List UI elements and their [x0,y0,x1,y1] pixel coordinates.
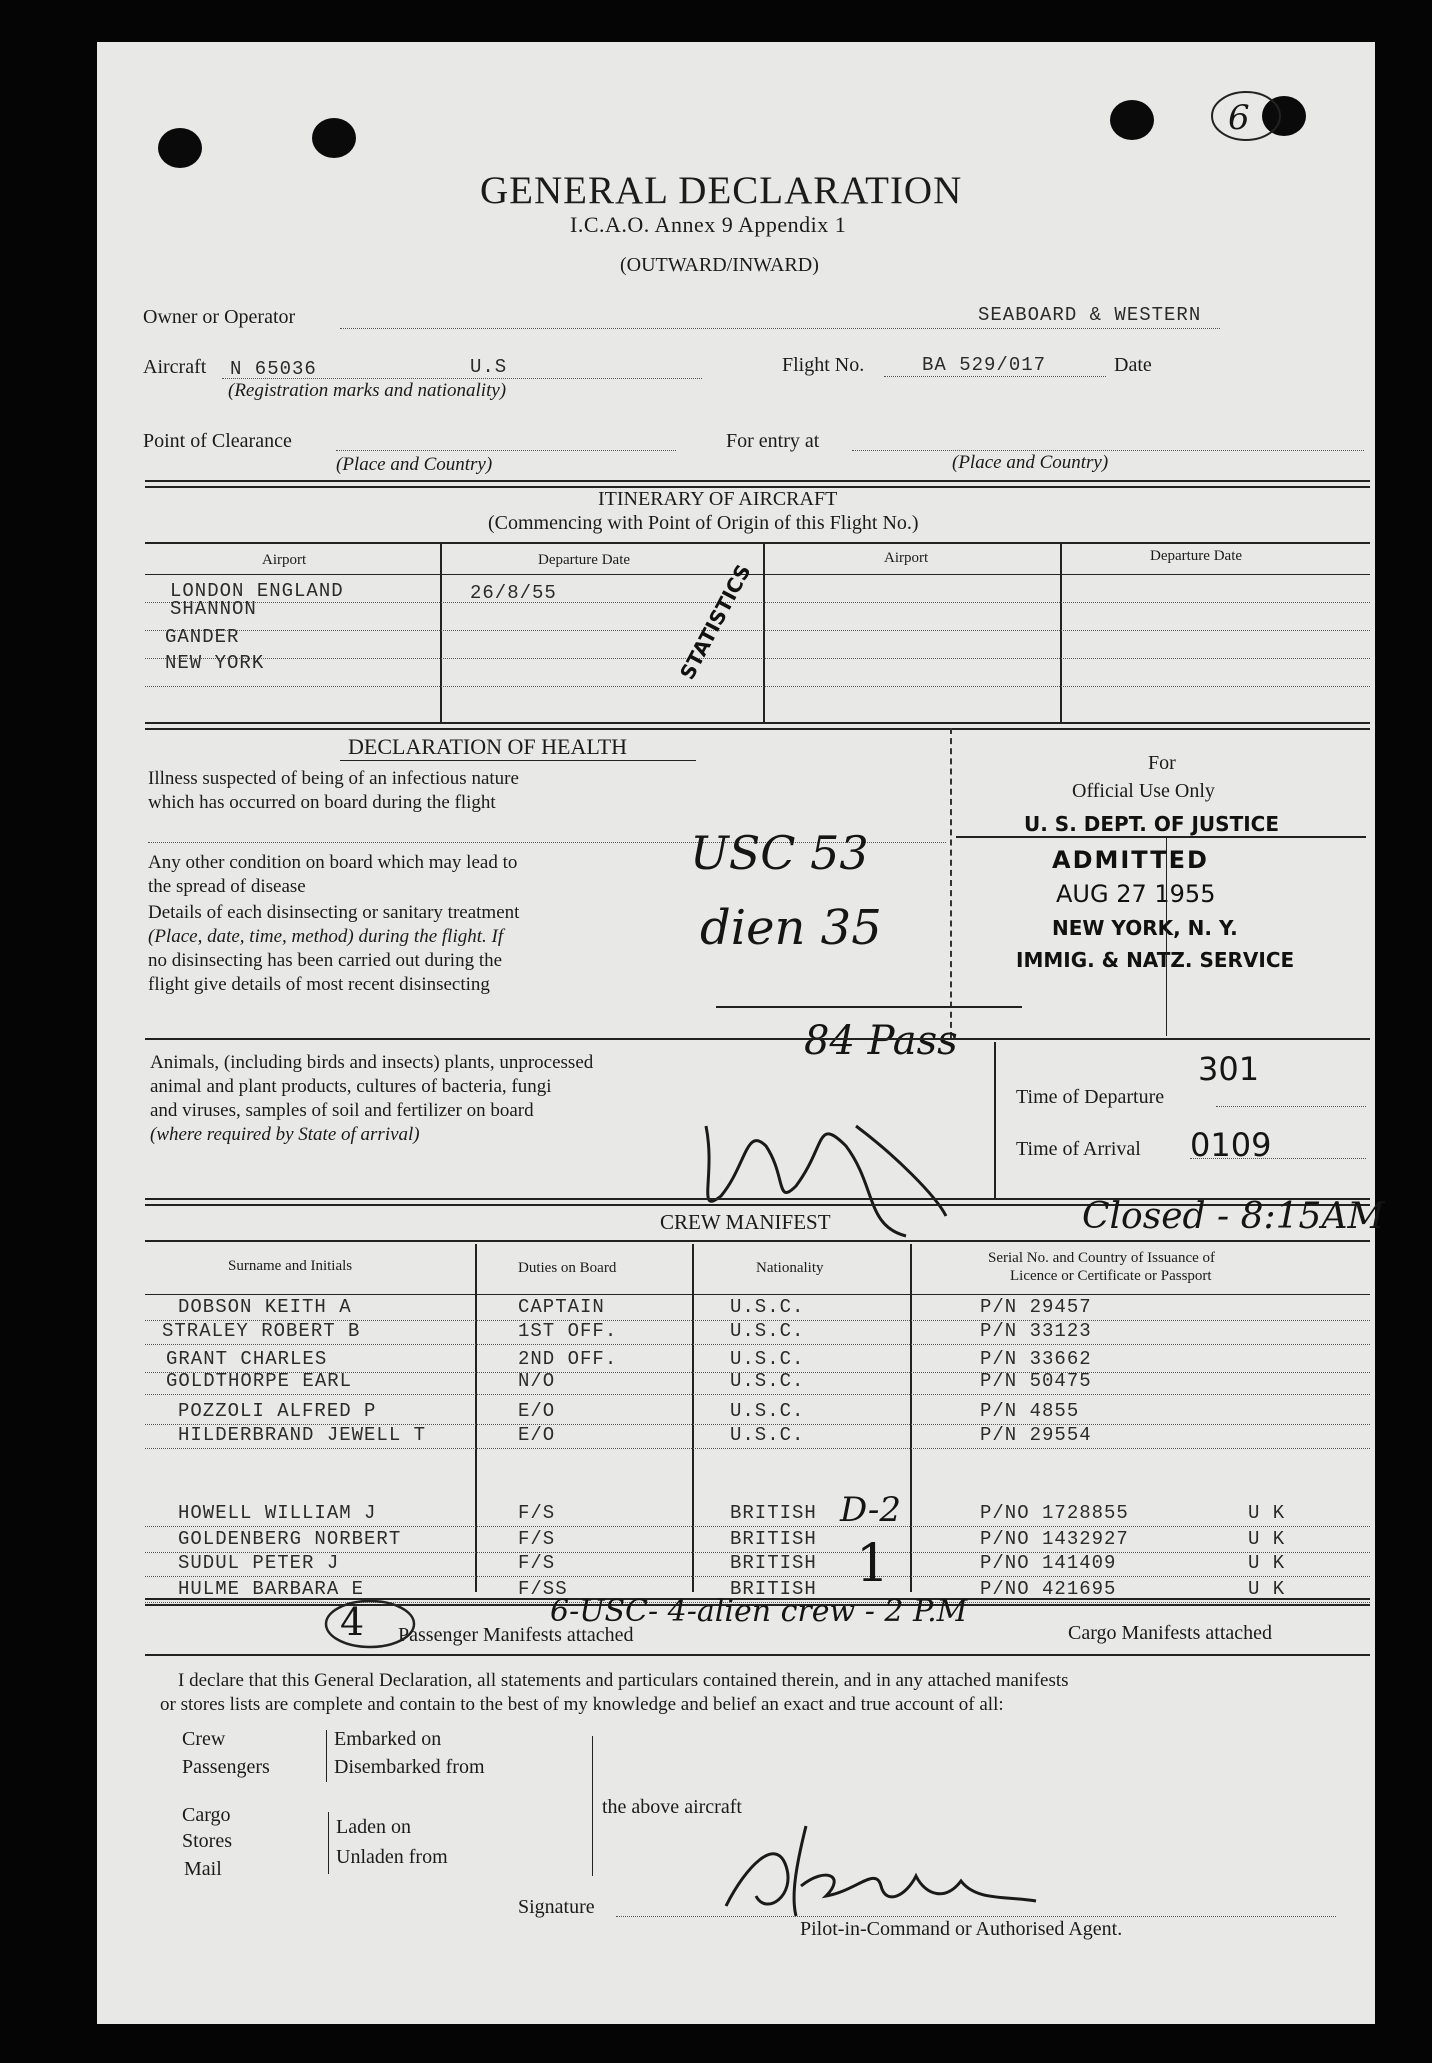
crew-row-9-duty: F/S [518,1552,556,1574]
crew-row-7-duty: F/S [518,1502,556,1524]
pilot-label: Pilot-in-Command or Authorised Agent. [800,1918,1123,1940]
crew-row-6-name: HILDERBRAND JEWELL T [178,1424,427,1446]
crew-divider-2 [692,1244,694,1592]
crew-row-5-nat: U.S.C. [730,1400,805,1422]
punch-hole-left-1 [158,128,202,168]
itinerary-col-airport-1: Airport [262,552,307,568]
crew-divider-1 [475,1244,477,1592]
entry-label: For entry at [726,430,820,452]
handwriting-disinsect: dien 35 [700,900,882,956]
disinsect-line-1: Details of each disinsecting or sanitary treatment [148,902,520,923]
crew-row-line-6 [145,1448,1370,1449]
stamp-date: AUG 27 1955 [1056,880,1216,908]
punch-hole-left-2 [312,118,356,158]
itinerary-col-airport-2: Airport [884,550,929,566]
arrival-label: Time of Arrival [1016,1138,1141,1160]
clearance-line [336,450,676,451]
departure-line [1216,1106,1366,1107]
itinerary-airport-4: NEW YORK [165,652,265,674]
stamp-bracket [1166,836,1167,1036]
aircraft-nationality: U.S [470,356,508,378]
crew-col-rule [145,1294,1370,1295]
handwriting-one: 1 [856,1534,890,1594]
crew-row-line-7 [145,1526,1370,1527]
handwriting-usc: USC 53 [690,826,869,880]
illness-line-1: Illness suspected of being of an infectious nature [148,768,519,789]
disinsect-line-4: flight give details of most recent disinsecting [148,974,490,995]
crew-row-1-duty: CAPTAIN [518,1296,605,1318]
crew-row-5-doc: P/N 4855 [980,1400,1080,1422]
itinerary-bottom-rule-2 [145,728,1370,730]
crew-row-line-9 [145,1576,1370,1577]
registration-note: (Registration marks and nationality) [228,380,507,401]
departure-label: Time of Departure [1016,1086,1165,1108]
entry-place-note: (Place and Country) [952,452,1109,473]
itinerary-divider-1 [440,542,442,722]
itinerary-subtitle: (Commencing with Point of Origin of this Flight No.) [488,512,919,534]
annex-subtitle: I.C.A.O. Annex 9 Appendix 1 [570,212,847,237]
animals-line-2: animal and plant products, cultures of bacteria, fungi [150,1076,552,1097]
crew-row-9-doc: P/NO 141409 [980,1552,1117,1574]
crew-row-4-name: GOLDTHORPE EARL [166,1370,353,1392]
page-number: 6 [1228,98,1250,138]
flight-label: Flight No. [782,354,865,376]
crew-row-8-name: GOLDENBERG NORBERT [178,1528,402,1550]
official-for: For [1148,752,1176,774]
crew-row-2-name: STRALEY ROBERT B [162,1320,361,1342]
crew-row-2-nat: U.S.C. [730,1320,805,1342]
direction-label: (OUTWARD/INWARD) [620,254,819,276]
illness-line-2: which has occurred on board during the flight [148,792,496,813]
itinerary-row-line-2 [145,630,1370,631]
stamp-city: NEW YORK, N. Y. [1052,916,1238,940]
stamp-dept: U. S. DEPT. OF JUSTICE [1024,812,1279,836]
crew-row-2-duty: 1ST OFF. [518,1320,618,1342]
handwriting-pass: 84 Pass [804,1018,958,1064]
decl-crew: Crew [182,1728,226,1750]
animals-divider [994,1042,996,1198]
flight-line [884,376,1106,377]
cargo-manifests: Cargo Manifests attached [1068,1622,1273,1644]
crew-row-line-2 [145,1344,1370,1345]
crew-row-8-nat: BRITISH [730,1528,817,1550]
crew-row-7-doc: P/NO 1728855 [980,1502,1129,1524]
date-label: Date [1114,354,1152,376]
decl-disembarked: Disembarked from [334,1756,485,1778]
decl-bracket-1 [326,1730,327,1782]
declaration-line-2: or stores lists are complete and contain to the best of my knowledge and belief an exact and true account of all: [160,1694,1004,1715]
departure-value: 301 [1198,1050,1260,1088]
aircraft-registration: N 65036 [230,358,317,380]
crew-header-rule [145,1240,1370,1242]
crew-row-5-name: POZZOLI ALFRED P [178,1400,377,1422]
condition-line-1: Any other condition on board which may lead to [148,852,518,873]
punch-hole-right-1 [1110,100,1154,140]
crew-row-2-doc: P/N 33123 [980,1320,1092,1342]
crew-row-3-nat: U.S.C. [730,1348,805,1370]
aircraft-label: Aircraft [143,356,207,378]
itinerary-bottom-rule [145,722,1370,724]
itinerary-airport-3: GANDER [165,626,240,648]
crew-row-8-country: U K [1248,1528,1286,1550]
crew-row-1-nat: U.S.C. [730,1296,805,1318]
crew-col-nat: Nationality [756,1260,824,1276]
crew-row-1-name: DOBSON KEITH A [178,1296,352,1318]
flight-value: BA 529/017 [922,354,1047,376]
crew-col-duty: Duties on Board [518,1260,617,1276]
page-number-circle [1208,88,1288,146]
itinerary-title: ITINERARY OF AIRCRAFT [598,488,838,510]
crew-row-8-duty: F/S [518,1528,556,1550]
statistics-stamp: STATISTICS [674,560,756,684]
itinerary-airport-1: LONDON ENGLAND [170,580,344,602]
crew-row-7-nat: BRITISH [730,1502,817,1524]
health-official-divider [950,728,952,1038]
closed-note: Closed - 8:15AM [1082,1196,1385,1237]
condition-line-2: the spread of disease [148,876,306,897]
health-title-underline [340,760,696,761]
crew-row-10-doc: P/NO 421695 [980,1578,1117,1600]
signature-label: Signature [518,1896,595,1918]
crew-col-doc-2: Licence or Certificate or Passport [1010,1268,1212,1284]
decl-bracket-3 [592,1736,593,1876]
decl-bracket-2 [328,1812,329,1874]
crew-row-10-country: U K [1248,1578,1286,1600]
decl-unladen: Unladen from [336,1846,448,1868]
animals-line-1: Animals, (including birds and insects) plants, unprocessed [150,1052,594,1073]
crew-row-6-duty: E/O [518,1424,556,1446]
crew-row-1-doc: P/N 29457 [980,1296,1092,1318]
crew-row-10-nat: BRITISH [730,1578,817,1600]
crew-row-8-doc: P/NO 1432927 [980,1528,1129,1550]
decl-cargo: Cargo [182,1804,231,1826]
owner-label: Owner or Operator [143,306,296,328]
crew-count-note: 6-USC- 4-alien crew - 2 P.M [550,1594,968,1629]
stamp-rule [956,836,1366,838]
crew-col-name: Surname and Initials [228,1258,353,1274]
animals-top-rule [145,1038,1370,1040]
official-use-only: Official Use Only [1072,780,1215,802]
animals-line-3: and viruses, samples of soil and fertilizer on board [150,1100,534,1121]
passenger-manifests: Passenger Manifests attached [398,1624,634,1646]
clearance-label: Point of Clearance [143,430,292,452]
page-title: GENERAL DECLARATION [480,169,963,212]
crew-row-3-name: GRANT CHARLES [166,1348,328,1370]
disinsect-line-3: no disinsecting has been carried out during the [148,950,503,971]
crew-col-doc-1: Serial No. and Country of Issuance of [988,1250,1216,1266]
health-title: DECLARATION OF HEALTH [348,734,628,759]
crew-row-9-country: U K [1248,1552,1286,1574]
itinerary-col-departure-1: Departure Date [538,552,631,568]
crew-row-7-name: HOWELL WILLIAM J [178,1502,377,1524]
decl-aircraft: the above aircraft [602,1796,742,1818]
owner-value: SEABOARD & WESTERN [978,304,1202,326]
pilot-signature [706,1806,1086,1936]
crew-row-7-country: U K [1248,1502,1286,1524]
crew-row-9-name: SUDUL PETER J [178,1552,340,1574]
arrival-value: 0109 [1190,1126,1272,1164]
itinerary-divider-2 [763,542,765,722]
decl-passengers: Passengers [182,1756,270,1778]
stamp-admitted: ADMITTED [1052,846,1209,874]
itinerary-col-rule [145,574,1370,575]
decl-mail: Mail [184,1858,222,1880]
owner-line [340,328,1220,329]
itinerary-col-departure-2: Departure Date [1150,548,1243,564]
declaration-line-1: I declare that this General Declaration, all statements and particulars contained therein, and in any attached manifests [178,1670,1069,1691]
crew-row-4-nat: U.S.C. [730,1370,805,1392]
declaration-sheet [97,42,1375,2024]
manifest-bottom-rule [145,1654,1370,1656]
decl-embarked: Embarked on [334,1728,442,1750]
stamp-service: IMMIG. & NATZ. SERVICE [1016,948,1295,972]
crew-row-9-nat: BRITISH [730,1552,817,1574]
circled-count-value: 4 [340,1600,365,1644]
itinerary-divider-3 [1060,542,1062,722]
crew-divider-3 [910,1244,912,1592]
crew-row-6-nat: U.S.C. [730,1424,805,1446]
crew-row-line-4 [145,1394,1370,1395]
entry-line [852,450,1364,451]
crew-row-10-duty: F/SS [518,1578,568,1600]
decl-stores: Stores [182,1830,232,1852]
itinerary-departure-date: 26/8/55 [470,582,557,604]
handwriting-d2: D-2 [840,1490,902,1530]
crew-title: CREW MANIFEST [660,1210,831,1234]
crew-row-10-name: HULME BARBARA E [178,1578,365,1600]
crew-row-4-duty: N/O [518,1370,556,1392]
crew-row-3-doc: P/N 33662 [980,1348,1092,1370]
crew-row-6-doc: P/N 29554 [980,1424,1092,1446]
crew-row-3-duty: 2ND OFF. [518,1348,618,1370]
crew-row-4-doc: P/N 50475 [980,1370,1092,1392]
itinerary-row-line-3 [145,658,1370,659]
crew-row-5-duty: E/O [518,1400,556,1422]
itinerary-airport-2: SHANNON [170,598,257,620]
animals-note: (where required by State of arrival) [150,1124,420,1145]
clearance-place-note: (Place and Country) [336,454,493,475]
itinerary-header-rule [145,542,1370,544]
disinsect-line-2: (Place, date, time, method) during the flight. If [148,926,504,947]
itinerary-row-line-4 [145,686,1370,687]
decl-laden: Laden on [336,1816,411,1838]
itinerary-top-rule [145,480,1370,482]
handwriting-line [716,1006,1022,1008]
itinerary-row-line-1 [145,602,1370,603]
